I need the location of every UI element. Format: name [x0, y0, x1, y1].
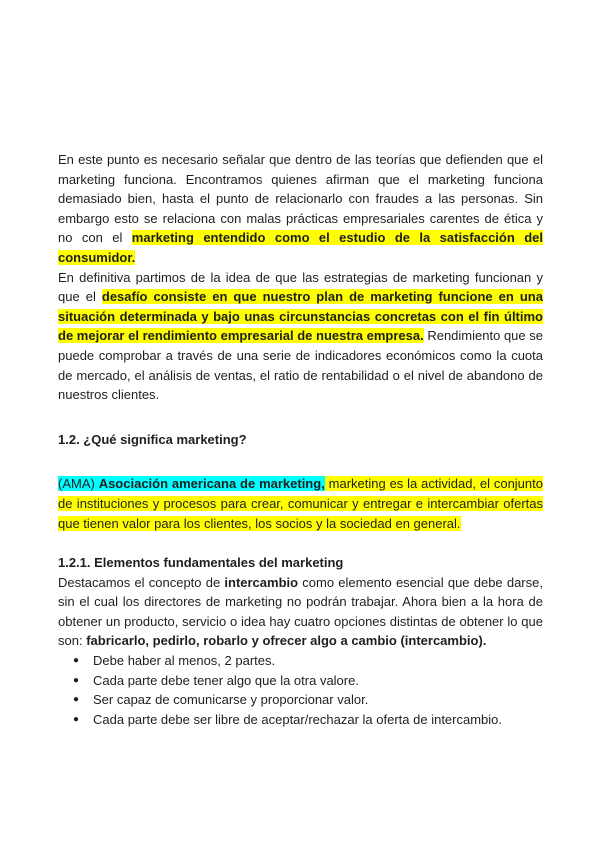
document-body — [58, 150, 543, 729]
ama-organization: Asociación americana de marketing, — [98, 476, 325, 492]
intro-paragraph-2 — [58, 268, 543, 405]
bullet-list — [58, 651, 543, 729]
section-heading: 1.2. ¿Qué significa marketing? — [58, 431, 247, 447]
list-item: ● Debe haber al menos, 2 partes. — [93, 651, 543, 671]
subsection-text-b: como elemento esencial que debe darse, sin el cual los directores de marketing no podrán trabajar. Ahora bien a la hora de obtener un producto, servicio o idea hay cuatro opciones distintas de obtener lo que son: — [58, 574, 543, 649]
subsection-text-a: Destacamos el concepto de — [58, 574, 225, 590]
intro-p2-highlight: desafío consiste en que nuestro plan de marketing funcione en una situación determinada y bajo unas circunstancias concretas con el fin último de mejorar el rendimiento empresarial de nuestra empresa. — [58, 289, 543, 344]
intro-p2-rest: Rendimiento que se puede comprobar a través de una serie de indicadores económicos como la cuota de mercado, el análisis de ventas, el ratio de rentabilidad o el nivel de abandono de nuestros clientes. — [58, 328, 543, 403]
subsection-bold-b: fabricarlo, pedirlo, robarlo y ofrecer algo a cambio (intercambio). — [86, 633, 487, 649]
intro-p1-highlight: marketing entendido como el estudio de la satisfacción del consumidor. — [58, 230, 543, 265]
subsection-bold-a: intercambio — [224, 574, 299, 590]
list-item: ● Cada parte debe tener algo que la otra valore. — [93, 671, 543, 691]
intro-paragraph-1 — [58, 150, 543, 268]
intro-p1-text: En este punto es necesario señalar que dentro de las teorías que defienden que el marketing funciona. Encontramos quienes afirman que el marketing funciona demasiado bien, hasta el punto de relacionarlo con fraudes a las personas. Sin embargo esto se relaciona con malas prácticas empresariales carentes de ética y no con el — [58, 152, 543, 246]
ama-definition-text: marketing es la actividad, el conjunto de instituciones y procesos para crear, comunicar y entregar e intercambiar ofertas que tienen valor para los clientes, los socios y la sociedad en general. — [58, 476, 543, 531]
ama-definition-paragraph — [58, 474, 543, 533]
ama-abbreviation: (AMA) — [58, 476, 99, 492]
subsection-paragraph — [58, 573, 543, 651]
list-item: ● Ser capaz de comunicarse y proporcionar valor. — [93, 690, 543, 710]
subsection-heading: 1.2.1. Elementos fundamentales del marketing — [58, 555, 344, 571]
list-item: ● Cada parte debe ser libre de aceptar/rechazar la oferta de intercambio. — [93, 710, 543, 730]
intro-p2-text: En definitiva partimos de la idea de que las estrategias de marketing funcionan y que el — [58, 269, 543, 305]
